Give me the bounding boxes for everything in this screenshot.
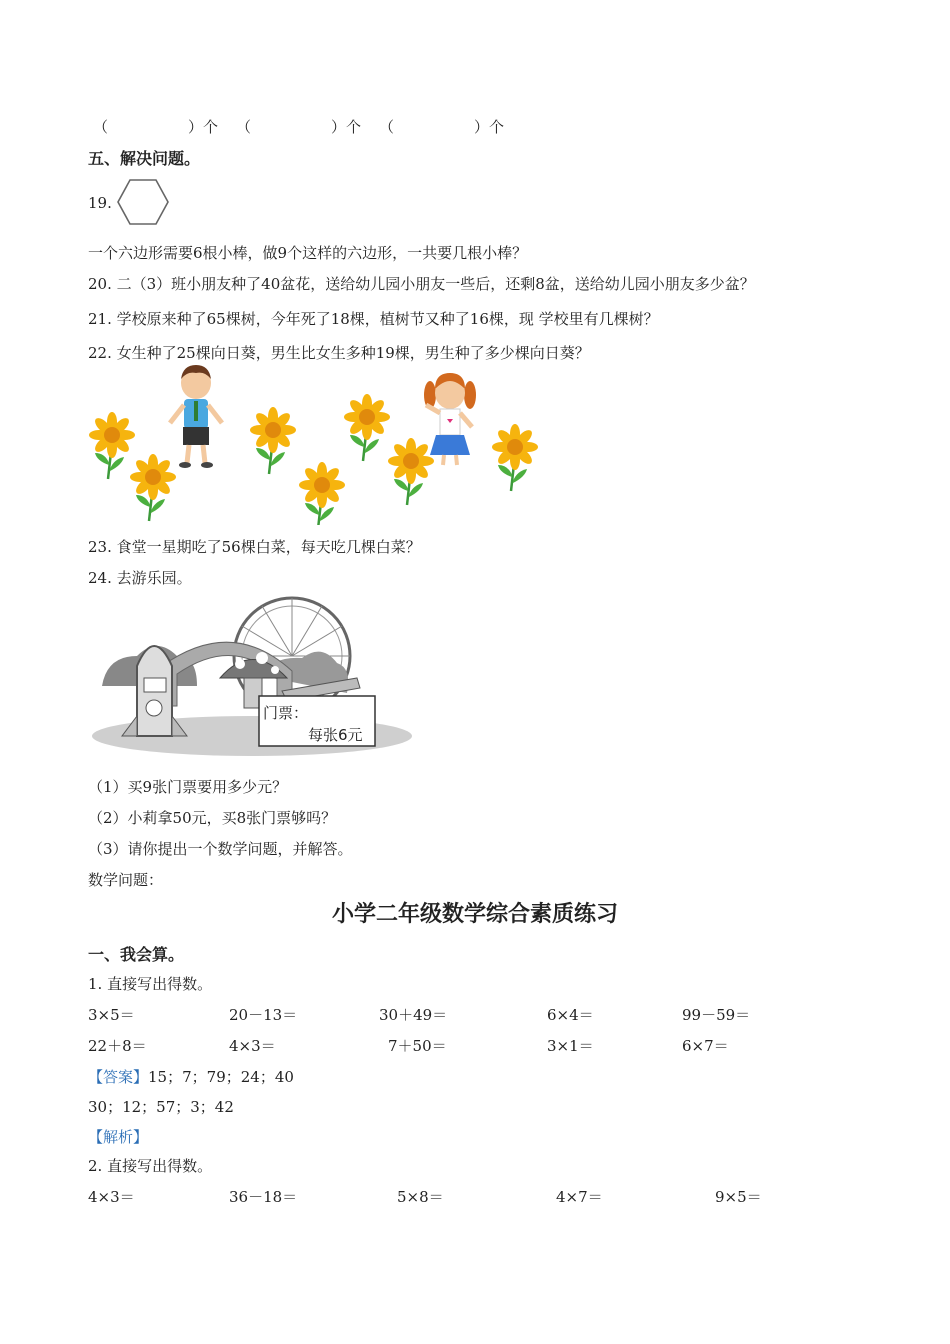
blank-close: ）个	[188, 118, 219, 136]
q24-text: 24. 去游乐园。	[88, 569, 192, 587]
q1-row2-item: 3×1＝	[547, 1037, 594, 1055]
hexagon-icon	[116, 178, 170, 226]
ticket-sign-price: 每张6元	[308, 726, 363, 744]
analysis-label: 【解析】	[88, 1128, 149, 1146]
answer-values-line2: 30；12；57；3；42	[88, 1098, 234, 1116]
answer-label: 【答案】	[88, 1068, 149, 1086]
section-heading-1: 一、我会算。	[88, 945, 185, 964]
q24-sub3: （3）请你提出一个数学问题，并解答。	[88, 840, 353, 858]
q2-text: 2. 直接写出得数。	[88, 1157, 213, 1175]
sunflower-children-illustration	[85, 365, 545, 525]
blank-close: ）个	[331, 118, 362, 136]
q2-row1-item: 4×7＝	[556, 1188, 603, 1206]
answer-blank-2	[236, 116, 361, 137]
q2-row1-item: 4×3＝	[88, 1188, 135, 1206]
q1-row2-item: 6×7＝	[682, 1037, 729, 1055]
q1-row2-item: 7＋50＝	[388, 1037, 447, 1055]
answer-blank-1	[93, 116, 218, 137]
blank-open: （	[379, 118, 395, 136]
q1-answer	[88, 1066, 294, 1087]
blank-open: （	[236, 118, 252, 136]
q24-sub1: （1）买9张门票要用多少元？	[88, 778, 288, 796]
paper-title: 小学二年级数学综合素质练习	[331, 902, 618, 927]
q1-row1-item: 30＋49＝	[379, 1006, 448, 1024]
q1-row1-item: 20－13＝	[229, 1006, 298, 1024]
q2-row1-item: 36－18＝	[229, 1188, 298, 1206]
q23-text: 23. 食堂一星期吃了56棵白菜，每天吃几棵白菜？	[88, 538, 421, 556]
q24-prompt: 数学问题：	[88, 871, 164, 889]
q1-row1-item: 6×4＝	[547, 1006, 594, 1024]
amusement-park-illustration	[92, 596, 417, 761]
q1-row1-item: 99－59＝	[682, 1006, 751, 1024]
ticket-sign-title: 门票：	[263, 704, 309, 722]
answer-values-line1: 15；7；79；24；40	[148, 1068, 294, 1086]
q20-text: 20. 二（3）班小朋友种了40盆花，送给幼儿园小朋友一些后，还剩8盆，送给幼儿园小朋友多少盆？	[88, 275, 755, 293]
q1-text: 1. 直接写出得数。	[88, 975, 213, 993]
q24-sub2: （2）小莉拿50元，买8张门票够吗？	[88, 809, 337, 827]
q19-text: 一个六边形需要6根小棒，做9个这样的六边形，一共要几根小棒？	[88, 244, 528, 262]
q2-row1-item: 9×5＝	[715, 1188, 762, 1206]
q1-row2-item: 22＋8＝	[88, 1037, 147, 1055]
q1-row1-item: 3×5＝	[88, 1006, 135, 1024]
q2-row1-item: 5×8＝	[397, 1188, 444, 1206]
q1-row2-item: 4×3＝	[229, 1037, 276, 1055]
q22-text: 22. 女生种了25棵向日葵，男生比女生多种19棵，男生种了多少棵向日葵？	[88, 344, 590, 362]
section-heading-5: 五、解决问题。	[88, 149, 201, 168]
answer-blank-3	[379, 116, 504, 137]
q21-text: 21. 学校原来种了65棵树，今年死了18棵，植树节又种了16棵，现 学校里有几棵树？	[88, 310, 659, 328]
blank-close: ）个	[474, 118, 505, 136]
blank-open: （	[93, 118, 109, 136]
q19-number: 19.	[88, 194, 112, 212]
